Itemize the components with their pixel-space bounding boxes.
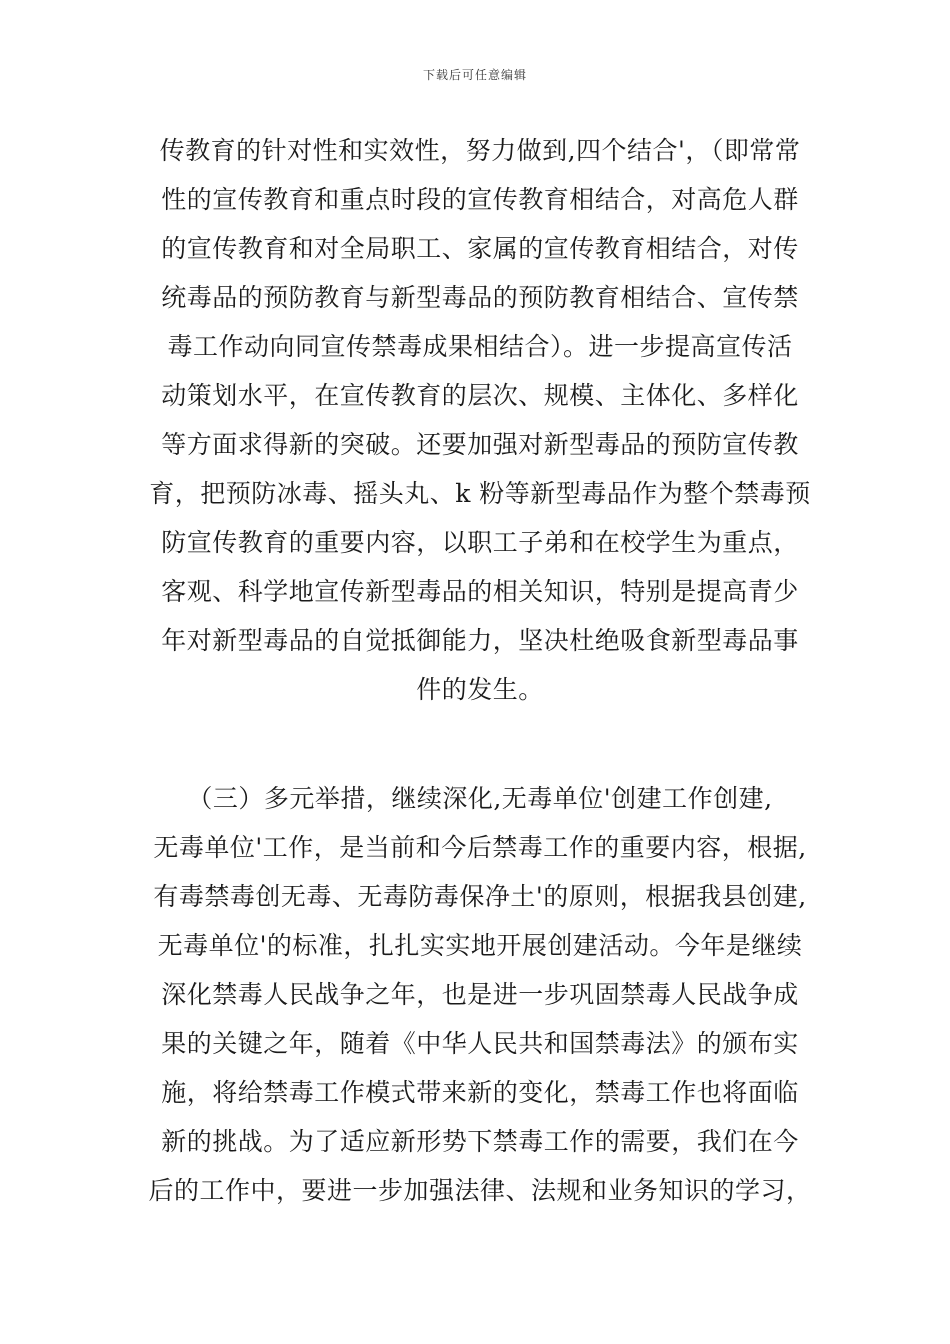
text-line: 后的工作中，要进一步加强法律、法规和业务知识的学习， <box>148 1176 812 1205</box>
text-line: 施，将给禁毒工作模式带来新的变化，禁毒工作也将面临 <box>161 1078 799 1107</box>
text-line: 客观、科学地宣传新型毒品的相关知识，特别是提高青少 <box>161 577 799 606</box>
text-line: 防宣传教育的重要内容，以职工子弟和在校学生为重点， <box>161 528 799 557</box>
text-line: 性的宣传教育和重点时段的宣传教育相结合，对高危人群 <box>161 185 799 214</box>
paragraph-1 <box>140 126 820 714</box>
text-line: 毒工作动向同宣传禁毒成果相结合）。进一步提高宣传活 <box>167 332 793 361</box>
text-line: 果的关键之年，随着《中华人民共和国禁毒法》的颁布实 <box>161 1029 799 1058</box>
text-line: 深化禁毒人民战争之年，也是进一步巩固禁毒人民战争成 <box>161 980 799 1009</box>
text-line: 年对新型毒品的自觉抵御能力，坚决杜绝吸食新型毒品事 <box>161 626 799 655</box>
text-line: 无毒单位'的标准，扎扎实实地开展创建活动。今年是继续 <box>157 931 803 960</box>
text-line: 有毒禁毒创无毒、无毒防毒保净土'的原则，根据我县创建, <box>153 882 807 911</box>
header-note: 下载后可任意编辑 <box>422 68 527 82</box>
paragraph-2 <box>140 774 820 1215</box>
text-line: 件的发生。 <box>416 675 544 704</box>
text-line: 动策划水平，在宣传教育的层次、规模、主体化、多样化 <box>161 381 799 410</box>
text-line: 传教育的针对性和实效性，努力做到,四个结合'，（即常常 <box>159 136 801 165</box>
text-line: 的宣传教育和对全局职工、家属的宣传教育相结合，对传 <box>161 234 799 263</box>
text-line: 育，把预防冰毒、摇头丸、k 粉等新型毒品作为整个禁毒预 <box>149 479 811 508</box>
text-line: 无毒单位'工作，是当前和今后禁毒工作的重要内容，根据, <box>153 833 807 862</box>
text-line: （三）多元举措，继续深化,无毒单位'创建工作创建, <box>187 784 773 813</box>
text-line: 统毒品的预防教育与新型毒品的预防教育相结合、宣传禁 <box>161 283 799 312</box>
text-line: 等方面求得新的突破。还要加强对新型毒品的预防宣传教 <box>161 430 799 459</box>
text-line: 新的挑战。为了适应新形势下禁毒工作的需要，我们在今 <box>161 1127 799 1156</box>
